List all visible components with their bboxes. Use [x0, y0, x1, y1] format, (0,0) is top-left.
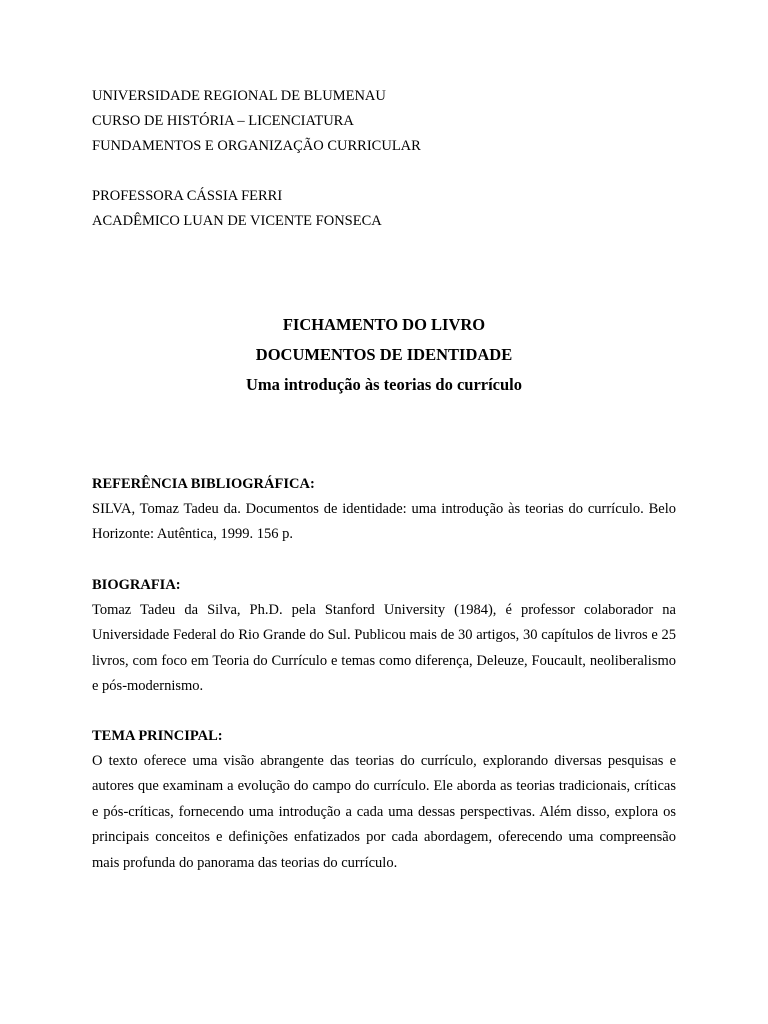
- section-text: O texto oferece uma visão abrangente das teorias do currículo, explorando diversas pesquisas e autores que examinam a evolução do campo do currículo. Ele aborda as teorias tradicionais, críticas e pós-críticas, fornecendo uma introdução a cada uma dessas perspectivas. Além disso, explora os principais conceitos e definições enfatizados por cada abordagem, oferecendo uma compreensão mais profunda do panorama das teorias do currículo.: [92, 753, 676, 871]
- section-main-theme: [92, 724, 676, 876]
- section-heading: BIOGRAFIA:: [92, 577, 181, 593]
- section-text: Tomaz Tadeu da Silva, Ph.D. pela Stanford University (1984), é professor colaborador na Universidade Federal do Rio Grande do Sul. Publicou mais de 30 artigos, 30 capítulos de livros e 25 livros, com foco em Teoria do Currículo e temas como diferença, Deleuze, Foucault, neoliberalismo e pós-modernismo.: [92, 602, 676, 695]
- professor-name: PROFESSORA CÁSSIA FERRI: [92, 188, 283, 204]
- header-spacer: [92, 159, 676, 184]
- section-heading: TEMA PRINCIPAL:: [92, 728, 223, 744]
- document-page: [92, 84, 676, 871]
- course-name: CURSO DE HISTÓRIA – LICENCIATURA: [92, 113, 354, 129]
- title-line-2: DOCUMENTOS DE IDENTIDADE: [255, 345, 513, 364]
- document-title: [92, 310, 676, 400]
- section-heading: REFERÊNCIA BIBLIOGRÁFICA:: [92, 476, 315, 492]
- title-line-1: FICHAMENTO DO LIVRO: [282, 315, 486, 334]
- title-line-3: Uma introdução às teorias do currículo: [245, 375, 523, 394]
- section-biography: [92, 573, 676, 700]
- section-text: SILVA, Tomaz Tadeu da. Documentos de identidade: uma introdução às teorias do currículo. Belo Horizonte: Autêntica, 1999. 156 p.: [92, 501, 676, 543]
- section-reference: [92, 472, 676, 548]
- subject-name: FUNDAMENTOS E ORGANIZAÇÃO CURRICULAR: [92, 138, 421, 154]
- university-name: UNIVERSIDADE REGIONAL DE BLUMENAU: [92, 88, 386, 104]
- student-name: ACADÊMICO LUAN DE VICENTE FONSECA: [92, 213, 382, 229]
- document-header: [92, 84, 676, 234]
